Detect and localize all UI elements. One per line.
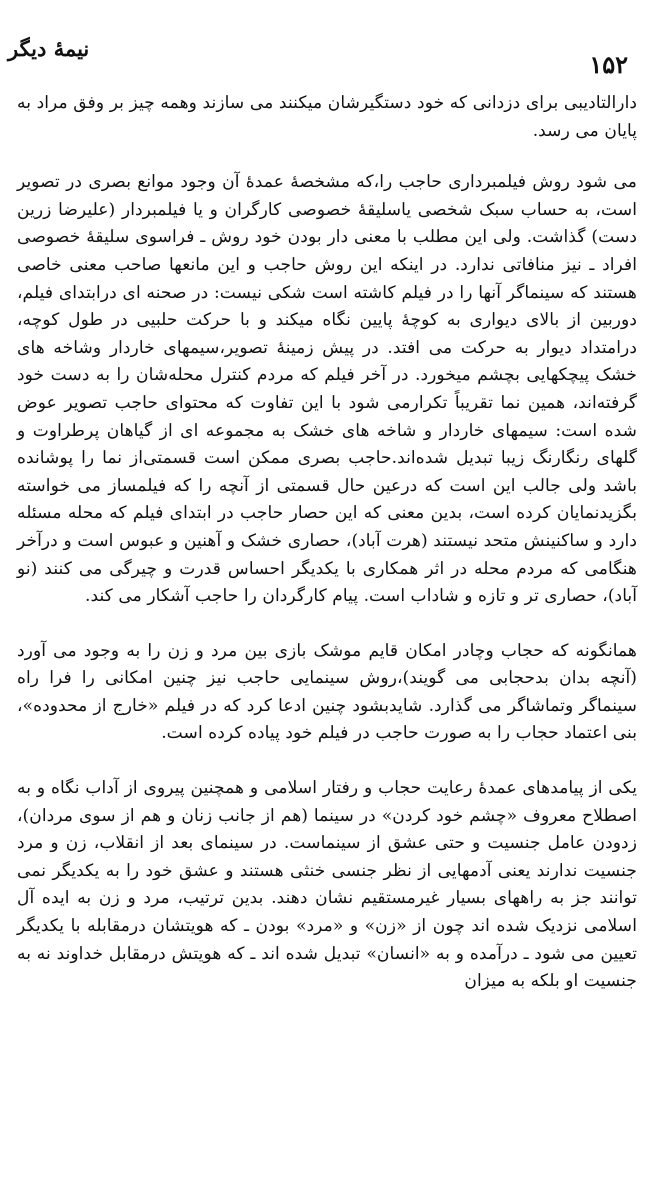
paragraph-spacer [17, 748, 637, 775]
paragraph-4: یکی از پیامدهای عمدهٔ رعایت حجاب و رفتار اسلامی و همچنین پیروی از آداب نگاه و به اصطلاح معروف «چشم خود کردن» در سینما (هم از جانب زنان و هم از سوی مردان)، زدودن عامل جنسیت و حتی عشق از سینماست. در سینمای بعد از انقلاب، زن و مرد جنسیت ندارند یعنی آدمهایی از نظر جنسی خنثی هستند و عشق خود را به یکدیگر نمی توانند جز به راههای بسیار غیرمستقیم نشان دهند. بدین ترتیب، مرد و زن به ایده آل اسلامی نزدیک شده اند چون از «زن» و «مرد» بودن ـ که هویتشان درمقابله با یکدیگر تعیین می شود ـ درآمده و به «انسان» تبدیل شده اند ـ که هویتش درمقابل خداوند نه به جنسیت او بلکه به میزان [17, 778, 637, 992]
body-text [17, 90, 637, 996]
running-title: نیمهٔ دیگر [8, 36, 90, 61]
paragraph-spacer [17, 611, 637, 638]
paragraph-1: دارالتادیبی برای دزدانی که خود دستگیرشان میکنند می سازند وهمه چیز بر وفق مراد به پایان می رسد. [17, 93, 637, 141]
paragraph-3: همانگونه که حجاب وچادر امکان قایم موشک بازی بین مرد و زن را به وجود می آورد (آنچه بدان بدحجابی می گویند)،روش سینمایی حاجب نیز چنین امکانی را فرا راه سینماگر وتماشاگر می گذارد. شایدبشود چنین ادعا کرد که در فیلم «خارج از محدوده»، بنی اعتماد حجاب را به صورت حاجب در فیلم خود پیاده کرده است. [17, 640, 637, 744]
page-number: ۱۵۲ [589, 50, 628, 79]
paragraph-2: می شود روش فیلمبرداری حاجب را،که مشخصهٔ عمدهٔ آن وجود موانع بصری در تصویر است، به حساب سبک شخصی یاسلیقهٔ خصوصی کارگران و یا فیلمبردار (علیرضا زرین دست) گذاشت. ولی این مطلب با معنی دار بودن خود روش ـ فراسوی سلیقهٔ خصوصی افراد ـ نیز منافاتی ندارد. در اینکه این روش حاجب و این مانعها صاحب معنی خاصی هستند که سینماگر آنها را در فیلم کاشته است شکی نیست: در صحنه ای درابتدای فیلم، دوربین از بالای دیواری به کوچهٔ پایین نگاه میکند و با حرکت حلبیی در طول کوچه، درامتداد دیوار به حرکت می افتد. در پیش زمینهٔ تصویر،سیمهای خاردار وشاخه های خشک پیچکهایی بچشم میخورد. در آخر فیلم که مردم کنترل محله‌شان را به دست خود گرفته‌اند، همین نما تقریباً تکرارمی شود با این تفاوت که محتوای حاجب تصویر عوض شده است: سیمهای خاردار و شاخه های خشک به مجموعه ای از گیاهان پرطراوت و گلهای رنگارنگ زیبا تبدیل شده‌اند.حاجب بصری ممکن است قسمتی‌از نما را پوشانده باشد ولی جالب این است که درعین حال قسمتی از آنچه را که فیلمساز می خواسته بگزیدنمایان کرده است، بدین معنی که این حصار حاجب در ابتدای فیلم که محله مسئله دارد و ساکنینش متحد نیستند (هرت آباد)، حصاری خشک و آهنین و عبوس است و درآخر هنگامی که مردم محله در اثر همکاری با یکدیگر احساس قدرت و چیرگی می کنند (نو آباد)، حصاری تر و تازه و شاداب است. پیام کارگردان را حاجب آشکار می کند. [17, 172, 637, 607]
page-header [0, 14, 654, 79]
paragraph-spacer [17, 145, 637, 169]
